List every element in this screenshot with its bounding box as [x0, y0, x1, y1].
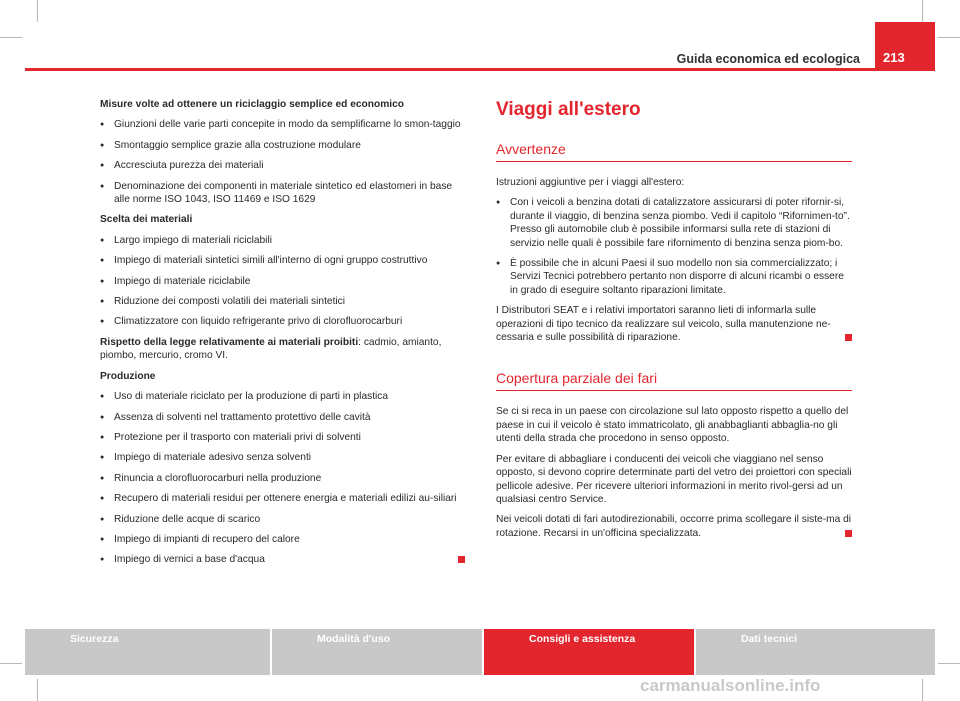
list-item: [100, 234, 465, 247]
list-item-text: Impiego di materiale adesivo senza solventi: [114, 452, 312, 464]
crop-mark: [37, 679, 38, 701]
list-item-text: Accresciuta purezza dei materiali: [114, 160, 264, 172]
list-item-text: Con i veicoli a benzina dotati di catalizzatore assicurarsi di poter rifornir-si, durante il viaggio, di benzina senza piombo. Vedi il capitolo “Rifornimen-to”. Presso gli automobile club è possibile informarsi sulla rete di stazioni di servizio nelle quali è possibile fare rifornimento di benzina senza piom-bo.: [510, 197, 850, 249]
list-item-text: Impiego di vernici a base d'acqua: [114, 554, 265, 566]
paragraph: [496, 513, 852, 540]
list-item: [100, 553, 465, 566]
tab-consigli-e-assistenza[interactable]: Consigli e assistenza: [484, 629, 694, 675]
paragraph: Per evitare di abbagliare i conducenti dei veicoli che viaggiano nel senso opposto, si devono coprire determinate parti del vetro dei proiettori con speciali pellicole adesive. Per ricevere ulteriori informazioni in merito rivol-gersi ad un qualsiasi centro Service.: [496, 453, 852, 505]
list-item: [100, 533, 465, 546]
bullet-icon: ●: [100, 413, 105, 421]
chapter-title: Viaggi all'estero: [496, 99, 641, 120]
end-marker: [458, 556, 465, 563]
bullet-icon: ●: [100, 162, 105, 170]
list-item-text: Largo impiego di materiali riciclabili: [114, 234, 272, 246]
paragraph: Istruzioni aggiuntive per i viaggi all'estero:: [496, 177, 685, 188]
bullet-icon: ●: [100, 182, 105, 190]
bullet-icon: ●: [100, 298, 105, 306]
list-item-text: Riduzione delle acque di scarico: [114, 513, 261, 525]
paragraph: [496, 304, 852, 344]
list-item: [496, 196, 852, 250]
bullet-icon: ●: [100, 474, 105, 482]
list-item-text: Giunzioni delle varie parti concepite in modo da semplificarne lo smon-taggio: [114, 119, 461, 131]
section-heading: Copertura parziale dei fari: [496, 370, 658, 387]
list-item: [100, 431, 465, 444]
list-item: [100, 159, 465, 172]
list-item-text: Denominazione dei componenti in materiale sintetico ed elastomeri in base alle norme ISO 1043, ISO 11469 e ISO 1629: [114, 180, 453, 206]
bullet-list: [100, 118, 465, 206]
paragraph: [100, 336, 465, 363]
section-title: Misure volte ad ottenere un riciclaggio semplice ed economico: [100, 99, 405, 110]
bullet-icon: ●: [100, 556, 105, 564]
bullet-icon: ●: [100, 515, 105, 523]
tab-dati-tecnici[interactable]: Dati tecnici: [696, 629, 935, 675]
inline-text: : cadmio, amianto, piombo, mercurio, cromo VI.: [100, 336, 442, 362]
crop-mark: [938, 37, 960, 38]
list-item: [100, 315, 465, 328]
bullet-list: [100, 234, 465, 329]
bullet-icon: ●: [100, 454, 105, 462]
bullet-icon: ●: [100, 318, 105, 326]
list-item-text: Smontaggio semplice grazie alla costruzione modulare: [114, 139, 361, 151]
right-column: [496, 98, 852, 547]
bullet-icon: ●: [100, 257, 105, 265]
crop-mark: [37, 0, 38, 22]
list-item: [100, 411, 465, 424]
list-item: [100, 492, 465, 505]
list-item: [100, 275, 465, 288]
bullet-icon: ●: [100, 393, 105, 401]
heading-rule: [496, 161, 852, 162]
section-title: Produzione: [100, 370, 156, 382]
list-item-text: Impiego di materiale riciclabile: [114, 275, 251, 287]
tab-modalita-duso[interactable]: Modalità d'uso: [272, 629, 482, 675]
list-item: [100, 254, 465, 267]
crop-mark: [0, 37, 22, 38]
crop-mark: [922, 679, 923, 701]
list-item-text: Recupero di materiali residui per ottenere energia e materiali edilizi au-siliari: [114, 493, 457, 505]
watermark: carmanualsonline.info: [640, 676, 821, 695]
section-heading: Avvertenze: [496, 141, 566, 157]
list-item-text: Riduzione dei composti volatili dei materiali sintetici: [114, 296, 346, 308]
bullet-icon: ●: [100, 535, 105, 543]
list-item-text: Climatizzatore con liquido refrigerante privo di clorofluorocarburi: [114, 316, 403, 328]
bullet-icon: ●: [100, 495, 105, 503]
list-item: [496, 257, 852, 297]
crop-mark: [938, 663, 960, 664]
bullet-icon: ●: [496, 260, 501, 268]
list-item: [100, 472, 465, 485]
list-item-text: Uso di materiale riciclato per la produzione di parti in plastica: [114, 391, 389, 403]
list-item-text: Rinuncia a clorofluorocarburi nella produzione: [114, 472, 322, 484]
end-marker: [845, 334, 852, 341]
running-header: Guida economica ed ecologica: [676, 52, 860, 66]
list-item: [100, 513, 465, 526]
inline-title: Rispetto della legge relativamente ai materiali proibiti: [100, 336, 359, 348]
list-item: [100, 139, 465, 152]
bullet-icon: ●: [100, 277, 105, 285]
crop-mark: [922, 0, 923, 22]
list-item-text: Impiego di materiali sintetici simili all'interno di ogni gruppo costruttivo: [114, 255, 428, 267]
list-item: [100, 180, 465, 207]
paragraph-text: I Distributori SEAT e i relativi importatori saranno lieti di informarla sulle operazioni di tipo tecnico da realizzare sul veicolo, sulla manutenzione ne-cessaria e sulle possibilità di riparazione.: [496, 305, 831, 344]
list-item: [100, 390, 465, 403]
bullet-list: [100, 390, 465, 567]
list-item-text: Protezione per il trasporto con materiali privi di solventi: [114, 431, 361, 443]
list-item-text: Assenza di solventi nel trattamento protettivo delle cavità: [114, 411, 371, 423]
end-marker: [845, 530, 852, 537]
list-item-text: Impiego di impianti di recupero del calore: [114, 533, 300, 545]
bullet-icon: ●: [496, 199, 501, 207]
paragraph-text: Nei veicoli dotati di fari autodirezionabili, occorre prima scollegare il siste-ma di rotazione. Recarsi in un'officina specializzata.: [496, 514, 852, 539]
tab-sicurezza[interactable]: Sicurezza: [25, 629, 270, 675]
section-title: Scelta dei materiali: [100, 214, 193, 226]
heading-rule: [496, 390, 852, 391]
crop-mark: [0, 663, 22, 664]
header-rule: [25, 68, 935, 71]
bullet-icon: ●: [100, 141, 105, 149]
bullet-icon: ●: [100, 433, 105, 441]
list-item: [100, 118, 465, 131]
page-number: 213: [883, 50, 905, 65]
bullet-list: [496, 196, 852, 297]
bullet-icon: ●: [100, 121, 105, 129]
list-item-text: È possibile che in alcuni Paesi il suo modello non sia commercializzato; i Servizi Tecnici potrebbero pertanto non disporre di alcuni ricambi o essere in grado di eseguire soltanto riparazioni limitate.: [510, 258, 844, 296]
paragraph: Se ci si reca in un paese con circolazione sul lato opposto rispetto a quello del paese in cui il veicolo è stato immatricolato, gli anabbaglianti abbaglia-no gli utenti della strada che procedono in senso opposto.: [496, 406, 849, 445]
left-column: [100, 98, 465, 574]
chapter-nav: [25, 629, 935, 675]
bullet-icon: ●: [100, 236, 105, 244]
list-item: [100, 295, 465, 308]
list-item: [100, 451, 465, 464]
